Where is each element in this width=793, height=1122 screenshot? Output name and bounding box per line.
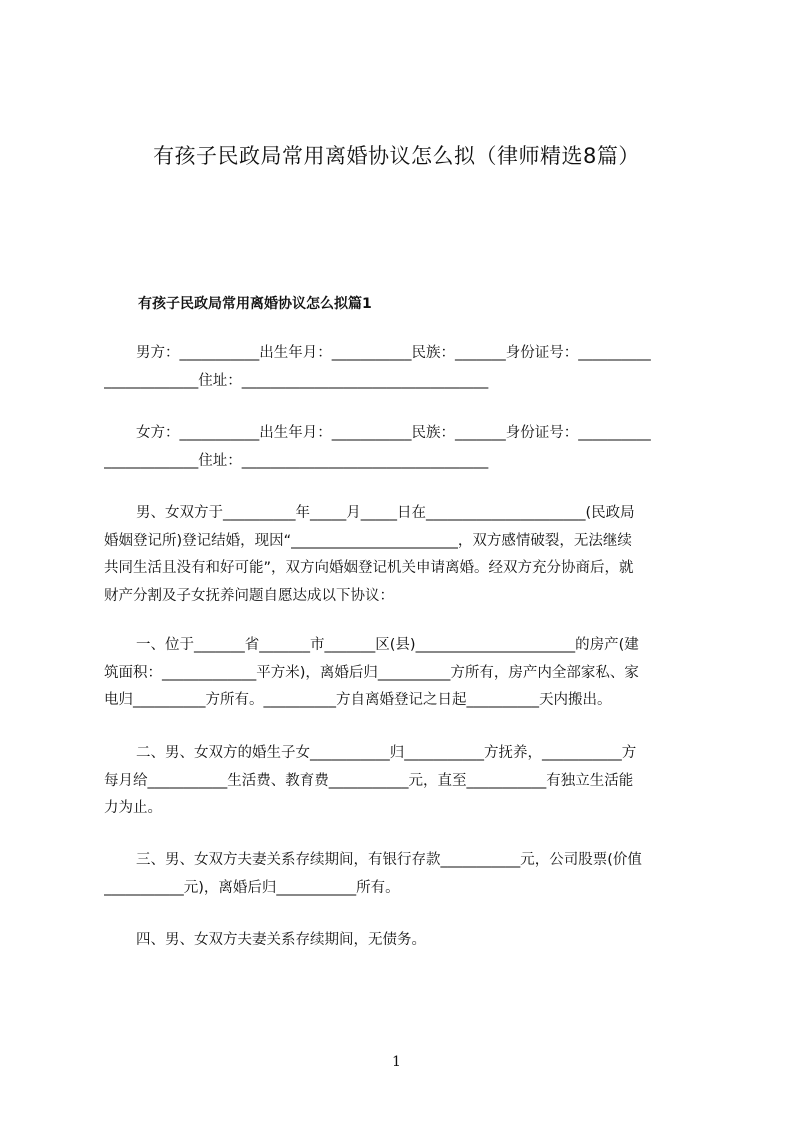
paragraph-article-1 xyxy=(104,632,704,715)
paragraph-article-2 xyxy=(104,740,704,823)
paragraph-line: 财产分割及子女抚养问题自愿达成以下协议： xyxy=(104,587,394,604)
paragraph-article-3 xyxy=(104,847,704,902)
paragraph-female-party xyxy=(104,420,704,475)
paragraph-line: 共同生活且没有和好可能”，双方向婚姻登记机关申请离婚。经双方充分协商后，就 xyxy=(104,560,634,576)
paragraph-article-4 xyxy=(104,927,704,955)
paragraph-line: 电归__________方所有。__________方自离婚登记之日起__________天内搬出。 xyxy=(104,692,612,708)
paragraph-line: ___________元)，离婚后归___________所有。 xyxy=(104,879,400,896)
paragraph-line: 女方：___________出生年月：___________民族：_______身份证号：__________ xyxy=(136,425,651,441)
page-number: 1 xyxy=(392,1054,401,1070)
paragraph-intro xyxy=(104,500,704,610)
document-title: 有孩子民政局常用离婚协议怎么拟（律师精选8篇） xyxy=(153,144,640,168)
paragraph-line: 筑面积：_____________平方米)，离婚后归__________方所有，房产内全部家私、家 xyxy=(104,664,639,681)
paragraph-line: 力为止。 xyxy=(104,800,162,816)
paragraph-line: 三、男、女双方夫妻关系存续期间，有银行存款___________元，公司股票(价值 xyxy=(136,852,642,868)
paragraph-line: 婚姻登记所)登记结婚，现因“_______________________，双方感情破裂，无法继续 xyxy=(104,532,632,549)
paragraph-line: 一、位于_______省_______市_______区(县)______________________的房产(建 xyxy=(136,637,639,653)
section-heading: 有孩子民政局常用离婚协议怎么拟篇1 xyxy=(138,296,372,312)
paragraph-line: 二、男、女双方的婚生子女___________归___________方抚养，___________方 xyxy=(136,745,637,761)
paragraph-line: 四、男、女双方夫妻关系存续期间，无债务。 xyxy=(136,932,426,948)
paragraph-line: 男方：___________出生年月：___________民族：_______身份证号：__________ xyxy=(136,345,651,361)
paragraph-line: _____________住址：__________________________________ xyxy=(104,372,489,389)
paragraph-male-party xyxy=(104,340,704,395)
paragraph-line: 男、女双方于__________年_____月_____日在______________________(民政局 xyxy=(136,505,635,521)
paragraph-line: 每月给___________生活费、教育费___________元，直至___________有独立生活能 xyxy=(104,772,634,789)
paragraph-line: _____________住址：__________________________________ xyxy=(104,452,489,469)
